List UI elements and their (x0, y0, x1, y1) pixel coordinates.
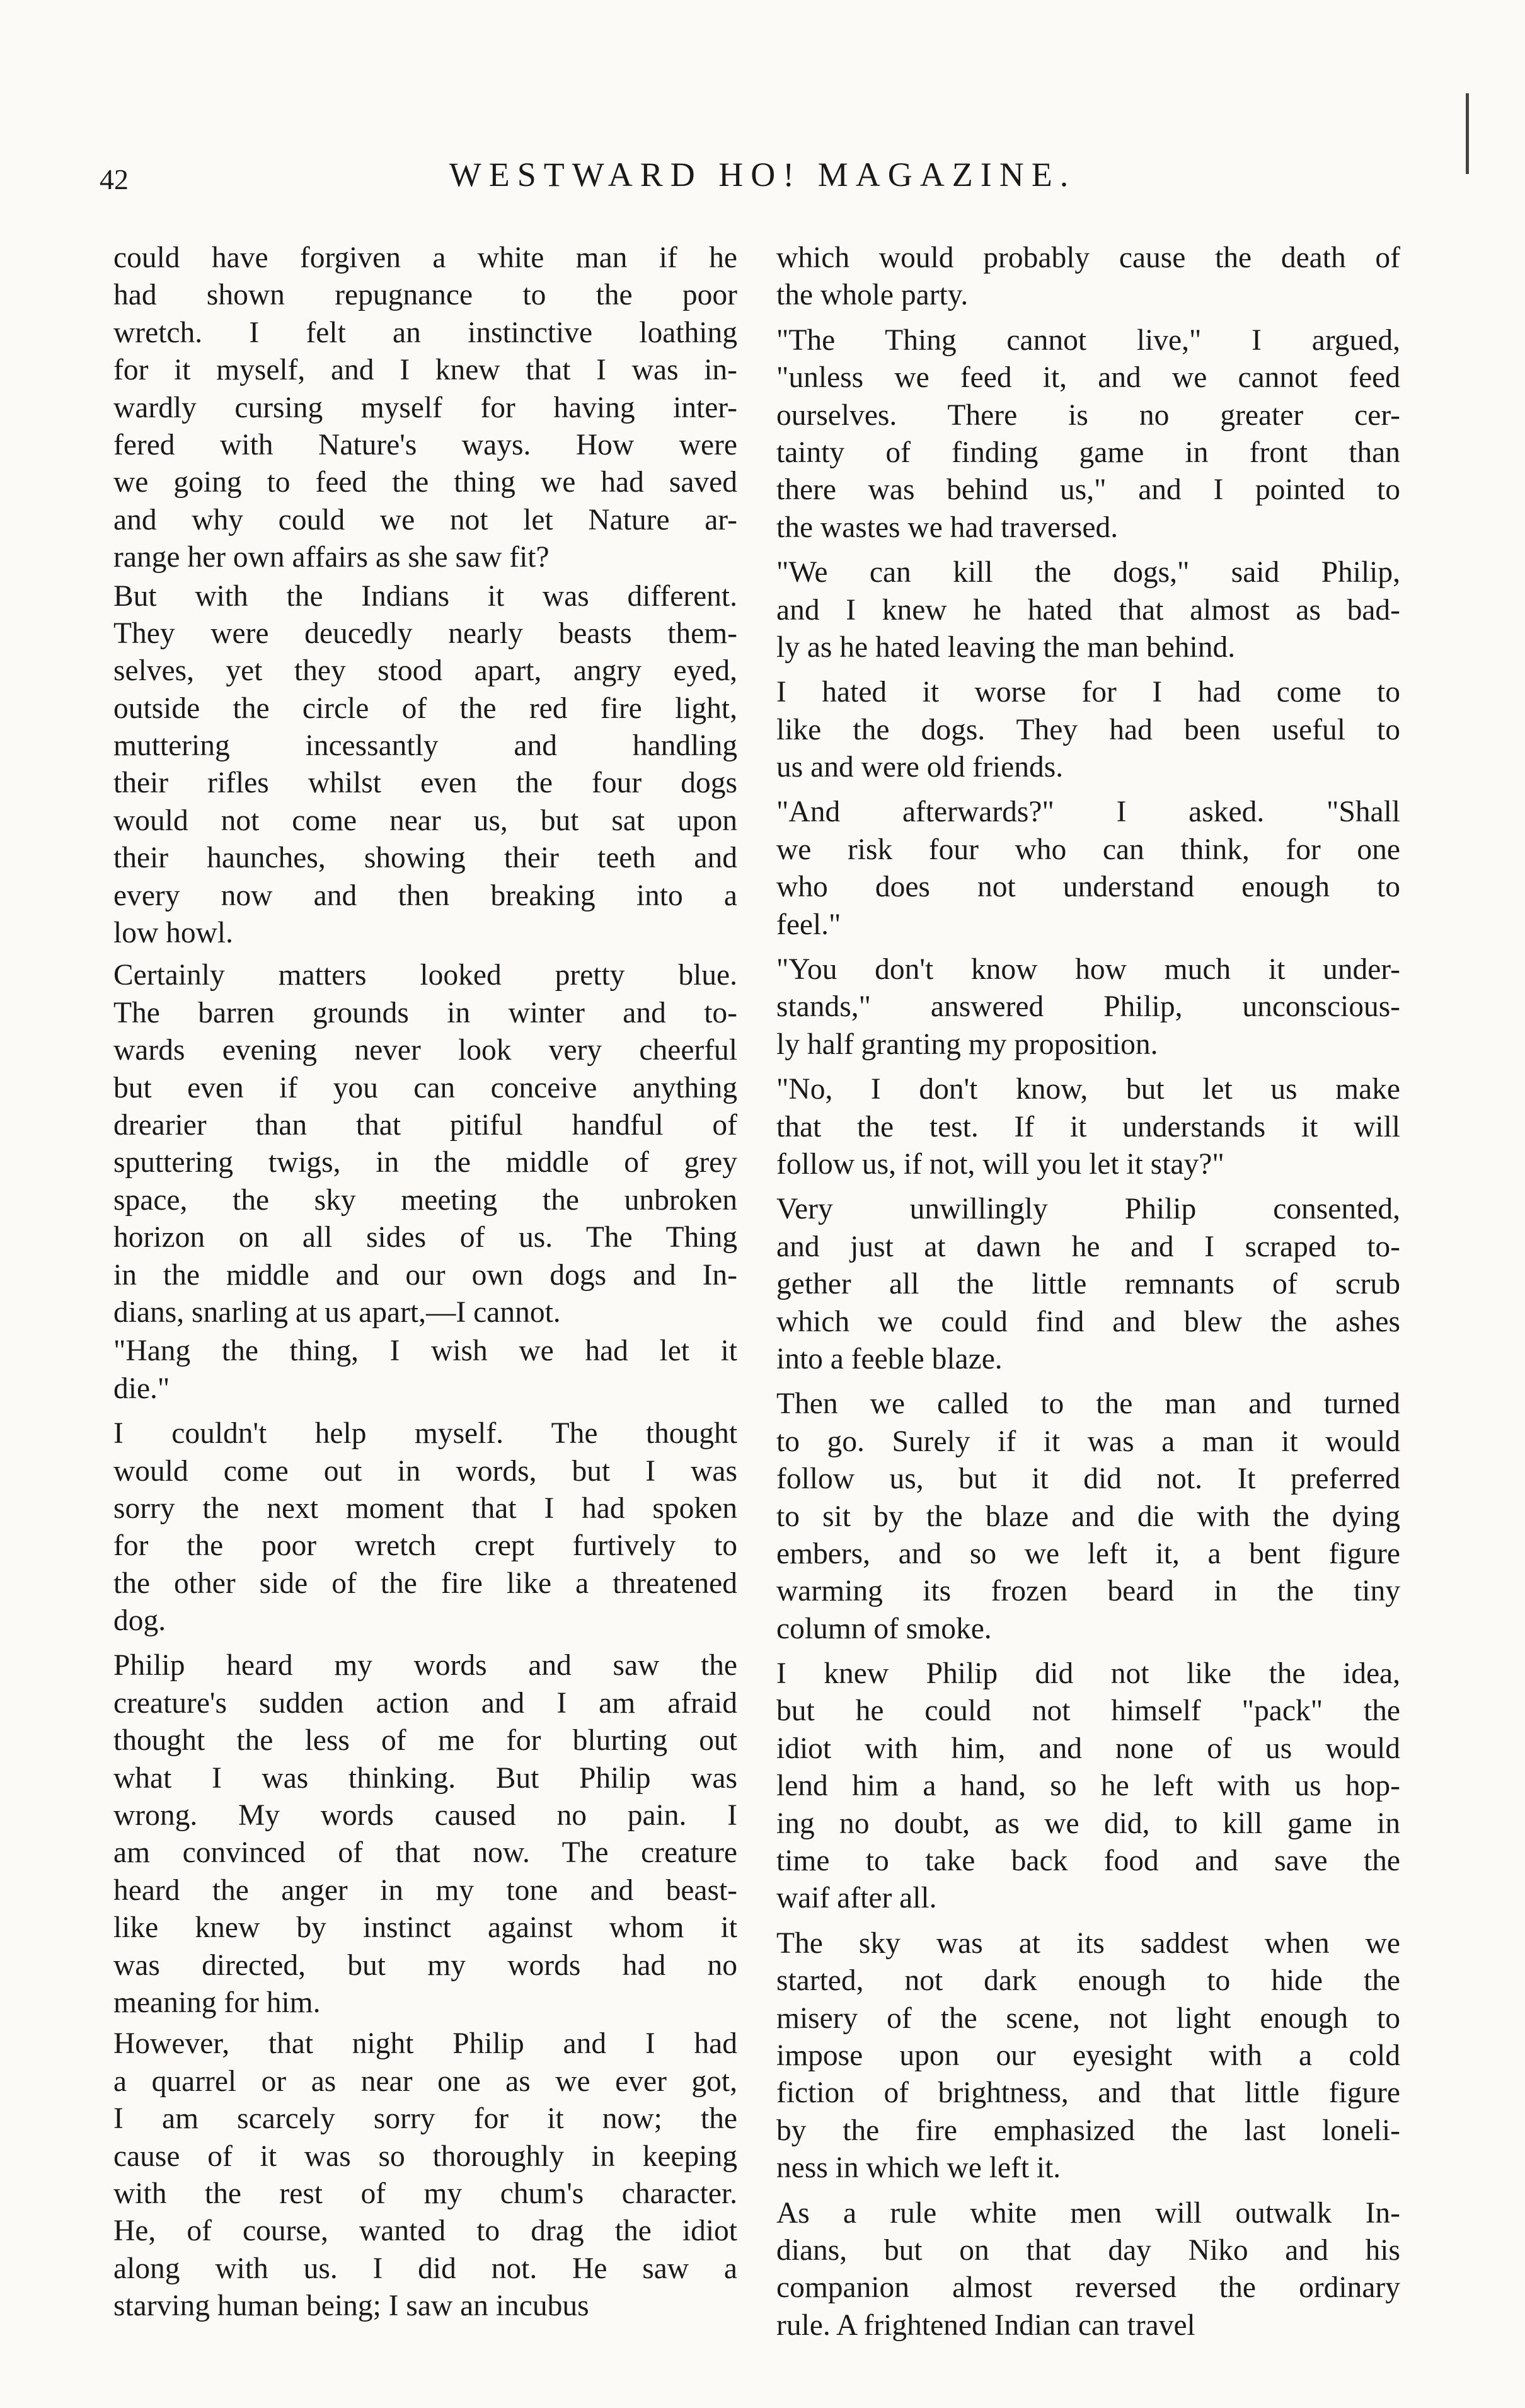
text-line: ly as he hated leaving the man behind. (776, 630, 1236, 664)
text-line: in the middle and our own dogs and In- (113, 1258, 737, 1292)
text-line: there was behind us," and I pointed to (776, 473, 1400, 507)
text-line: Certainly matters looked pretty blue. (113, 959, 737, 992)
text-line: "You don't know how much it under- (776, 953, 1400, 987)
paragraph (776, 240, 1400, 315)
text-line: selves, yet they stood apart, angry eyed, (113, 654, 737, 688)
text-line: by the fire emphasized the last loneli- (776, 2114, 1400, 2147)
text-line: die." (113, 1372, 170, 1405)
text-line: for it myself, and I knew that I was in- (113, 354, 737, 387)
left-column (113, 240, 737, 2325)
text-line: However, that night Philip and I had (113, 2027, 737, 2061)
text-line: I couldn't help myself. The thought (113, 1417, 737, 1450)
text-line: impose upon our eyesight with a cold (776, 2039, 1400, 2072)
text-line: the whole party. (776, 279, 969, 312)
text-line: creature's sudden action and I am afraid (113, 1686, 737, 1720)
text-line: sorry the next moment that I had spoken (113, 1491, 737, 1525)
text-line: which would probably cause the death of (776, 241, 1400, 274)
text-line: the wastes we had traversed. (776, 511, 1119, 544)
text-line: rule. A frightened Indian can travel (776, 2308, 1195, 2342)
text-line: and why could we not let Nature ar- (113, 503, 737, 536)
paragraph-gap (776, 2187, 1400, 2195)
text-line: was directed, but my words had no (113, 1948, 737, 1982)
text-line: but he could not himself "pack" the (776, 1694, 1400, 1728)
text-line: their rifles whilst even the four dogs (113, 767, 737, 800)
text-line: us and were old friends. (776, 751, 1064, 784)
paragraph (776, 1191, 1400, 1378)
text-line: He, of course, wanted to drag the idiot (113, 2214, 737, 2248)
text-line: column of smoke. (776, 1612, 992, 1645)
text-line: "unless we feed it, and we cannot feed (776, 361, 1400, 395)
text-line: ourselves. There is no greater cer- (776, 398, 1400, 432)
text-line: muttering incessantly and handling (113, 729, 737, 763)
text-line: They were deucedly nearly beasts them- (113, 616, 737, 650)
text-line: which we could find and blew the ashes (776, 1305, 1400, 1338)
text-line: time to take back food and save the (776, 1844, 1400, 1878)
text-line: wards evening never look very cheerful (113, 1034, 737, 1067)
text-line: gether all the little remnants of scrub (776, 1268, 1400, 1301)
text-line: had shown repugnance to the poor (113, 279, 737, 312)
text-line: but even if you can conceive anything (113, 1071, 737, 1104)
text-line: to sit by the blaze and die with the dying (776, 1500, 1400, 1533)
text-line: "Hang the thing, I wish we had let it (113, 1334, 737, 1368)
text-line: thought the less of me for blurting out (113, 1724, 737, 1757)
text-line: fiction of brightness, and that little figure (776, 2076, 1400, 2110)
text-line: wardly cursing myself for having inter- (113, 391, 737, 424)
text-line: follow us, if not, will you let it stay?" (776, 1147, 1224, 1181)
page-edge-mark (1466, 93, 1469, 174)
paragraph-gap (776, 1063, 1400, 1071)
text-line: I am scarcely sorry for it now; the (113, 2102, 737, 2136)
text-line: Very unwillingly Philip consented, (776, 1193, 1400, 1226)
text-line: drearier than that pitiful handful of (113, 1108, 737, 1142)
paragraph-gap (776, 1183, 1400, 1191)
paragraph (776, 554, 1400, 666)
text-line: that the test. If it understands it will (776, 1110, 1400, 1143)
text-line: Then we called to the man and turned (776, 1387, 1400, 1421)
text-line: follow us, but it did not. It preferred (776, 1462, 1400, 1496)
text-line: "The Thing cannot live," I argued, (776, 323, 1400, 357)
text-line: a quarrel or as near one as we ever got, (113, 2064, 737, 2098)
text-line: dog. (113, 1604, 166, 1638)
text-line: am convinced of that now. The creature (113, 1836, 737, 1870)
paragraph-gap (776, 666, 1400, 674)
text-line: misery of the scene, not light enough to (776, 2001, 1400, 2035)
paragraph (113, 1333, 737, 1408)
paragraph (113, 578, 737, 952)
text-line: dians, but on that day Niko and his (776, 2233, 1400, 2267)
text-line: the other side of the fire like a threatened (113, 1566, 737, 1600)
paragraph (113, 1415, 737, 1640)
text-line: could have forgiven a white man if he (113, 241, 737, 274)
page-number: 42 (100, 163, 129, 195)
paragraph (113, 2025, 737, 2325)
text-line: idiot with him, and none of us would (776, 1732, 1400, 1765)
running-title: WESTWARD HO! MAGAZINE. (449, 156, 1076, 194)
text-line: with the rest of my chum's character. (113, 2177, 737, 2210)
paragraph-gap (113, 952, 737, 957)
paragraph-gap (776, 944, 1400, 951)
text-line: low howl. (113, 917, 233, 950)
paragraph (776, 322, 1400, 547)
paragraph-gap (113, 1640, 737, 1647)
paragraph-gap (776, 1648, 1400, 1655)
paragraph (776, 951, 1400, 1063)
paragraph (776, 1655, 1400, 1918)
text-line: lend him a hand, so he left with us hop- (776, 1769, 1400, 1803)
text-line: sputtering twigs, in the middle of grey (113, 1146, 737, 1179)
text-line: embers, and so we left it, a bent figure (776, 1537, 1400, 1570)
text-line: and I knew he hated that almost as bad- (776, 593, 1400, 627)
paragraph (776, 2195, 1400, 2345)
text-line: heard the anger in my tone and beast- (113, 1873, 737, 1907)
text-line: wretch. I felt an instinctive loathing (113, 316, 737, 349)
text-line: starving human being; I saw an incubus (113, 2289, 589, 2323)
text-line: every now and then breaking into a (113, 879, 737, 912)
text-line: horizon on all sides of us. The Thing (113, 1221, 737, 1254)
text-line: stands," answered Philip, unconscious- (776, 990, 1400, 1024)
text-line: space, the sky meeting the unbroken (113, 1183, 737, 1217)
text-line: range her own affairs as she saw fit? (113, 541, 550, 574)
text-line: tainty of finding game in front than (776, 436, 1400, 469)
paragraph-gap (776, 547, 1400, 554)
text-line: The barren grounds in winter and to- (113, 996, 737, 1029)
text-line: "And afterwards?" I asked. "Shall (776, 796, 1400, 829)
text-line: "We can kill the dogs," said Philip, (776, 556, 1400, 589)
text-line: like knew by instinct against whom it (113, 1911, 737, 1945)
text-line: ness in which we left it. (776, 2151, 1061, 2185)
text-line: we going to feed the thing we had saved (113, 466, 737, 499)
text-line: would come out in words, but I was (113, 1454, 737, 1488)
text-line: feel." (776, 908, 841, 941)
text-line: to go. Surely if it was a man it would (776, 1425, 1400, 1458)
paragraph (113, 240, 737, 577)
text-line: started, not dark enough to hide the (776, 1964, 1400, 1998)
text-line: "No, I don't know, but let us make (776, 1073, 1400, 1106)
text-line: along with us. I did not. He saw a (113, 2252, 737, 2285)
paragraph-gap (776, 786, 1400, 794)
paragraph (113, 1647, 737, 2022)
right-column (776, 240, 1400, 2344)
text-line: outside the circle of the red fire light, (113, 692, 737, 725)
text-line: meaning for him. (113, 1986, 321, 2019)
text-line: and just at dawn he and I scraped to- (776, 1230, 1400, 1263)
text-line: their haunches, showing their teeth and (113, 842, 737, 875)
text-line: dians, snarling at us apart,—I cannot. (113, 1295, 561, 1329)
text-line: waif after all. (776, 1882, 937, 1915)
paragraph (776, 1386, 1400, 1648)
text-line: I knew Philip did not like the idea, (776, 1657, 1400, 1691)
paragraph (776, 1071, 1400, 1183)
text-line: companion almost reversed the ordinary (776, 2271, 1400, 2305)
paragraph (776, 674, 1400, 786)
text-line: like the dogs. They had been useful to (776, 713, 1400, 746)
paragraph-gap (776, 1918, 1400, 1925)
text-line: cause of it was so thoroughly in keeping (113, 2139, 737, 2173)
paragraph (113, 957, 737, 1331)
paragraph-gap (776, 1378, 1400, 1386)
paragraph (776, 794, 1400, 944)
text-line: we risk four who can think, for one (776, 833, 1400, 866)
paragraph-gap (113, 1408, 737, 1415)
text-line: But with the Indians it was different. (113, 579, 737, 613)
text-line: fered with Nature's ways. How were (113, 428, 737, 461)
text-line: wrong. My words caused no pain. I (113, 1799, 737, 1832)
text-line: Philip heard my words and saw the (113, 1649, 737, 1682)
text-line: would not come near us, but sat upon (113, 804, 737, 837)
text-line: for the poor wretch crept furtively to (113, 1529, 737, 1563)
text-line: The sky was at its saddest when we (776, 1926, 1400, 1960)
text-line: who does not understand enough to (776, 871, 1400, 904)
text-line: into a feeble blaze. (776, 1342, 1003, 1375)
text-line: As a rule white men will outwalk In- (776, 2196, 1400, 2230)
text-line: ly half granting my proposition. (776, 1027, 1158, 1061)
paragraph (776, 1925, 1400, 2187)
text-line: I hated it worse for I had come to (776, 676, 1400, 709)
paragraph-gap (776, 315, 1400, 322)
text-line: what I was thinking. But Philip was (113, 1761, 737, 1795)
text-line: warming its frozen beard in the tiny (776, 1575, 1400, 1608)
text-line: ing no doubt, as we did, to kill game in (776, 1807, 1400, 1840)
